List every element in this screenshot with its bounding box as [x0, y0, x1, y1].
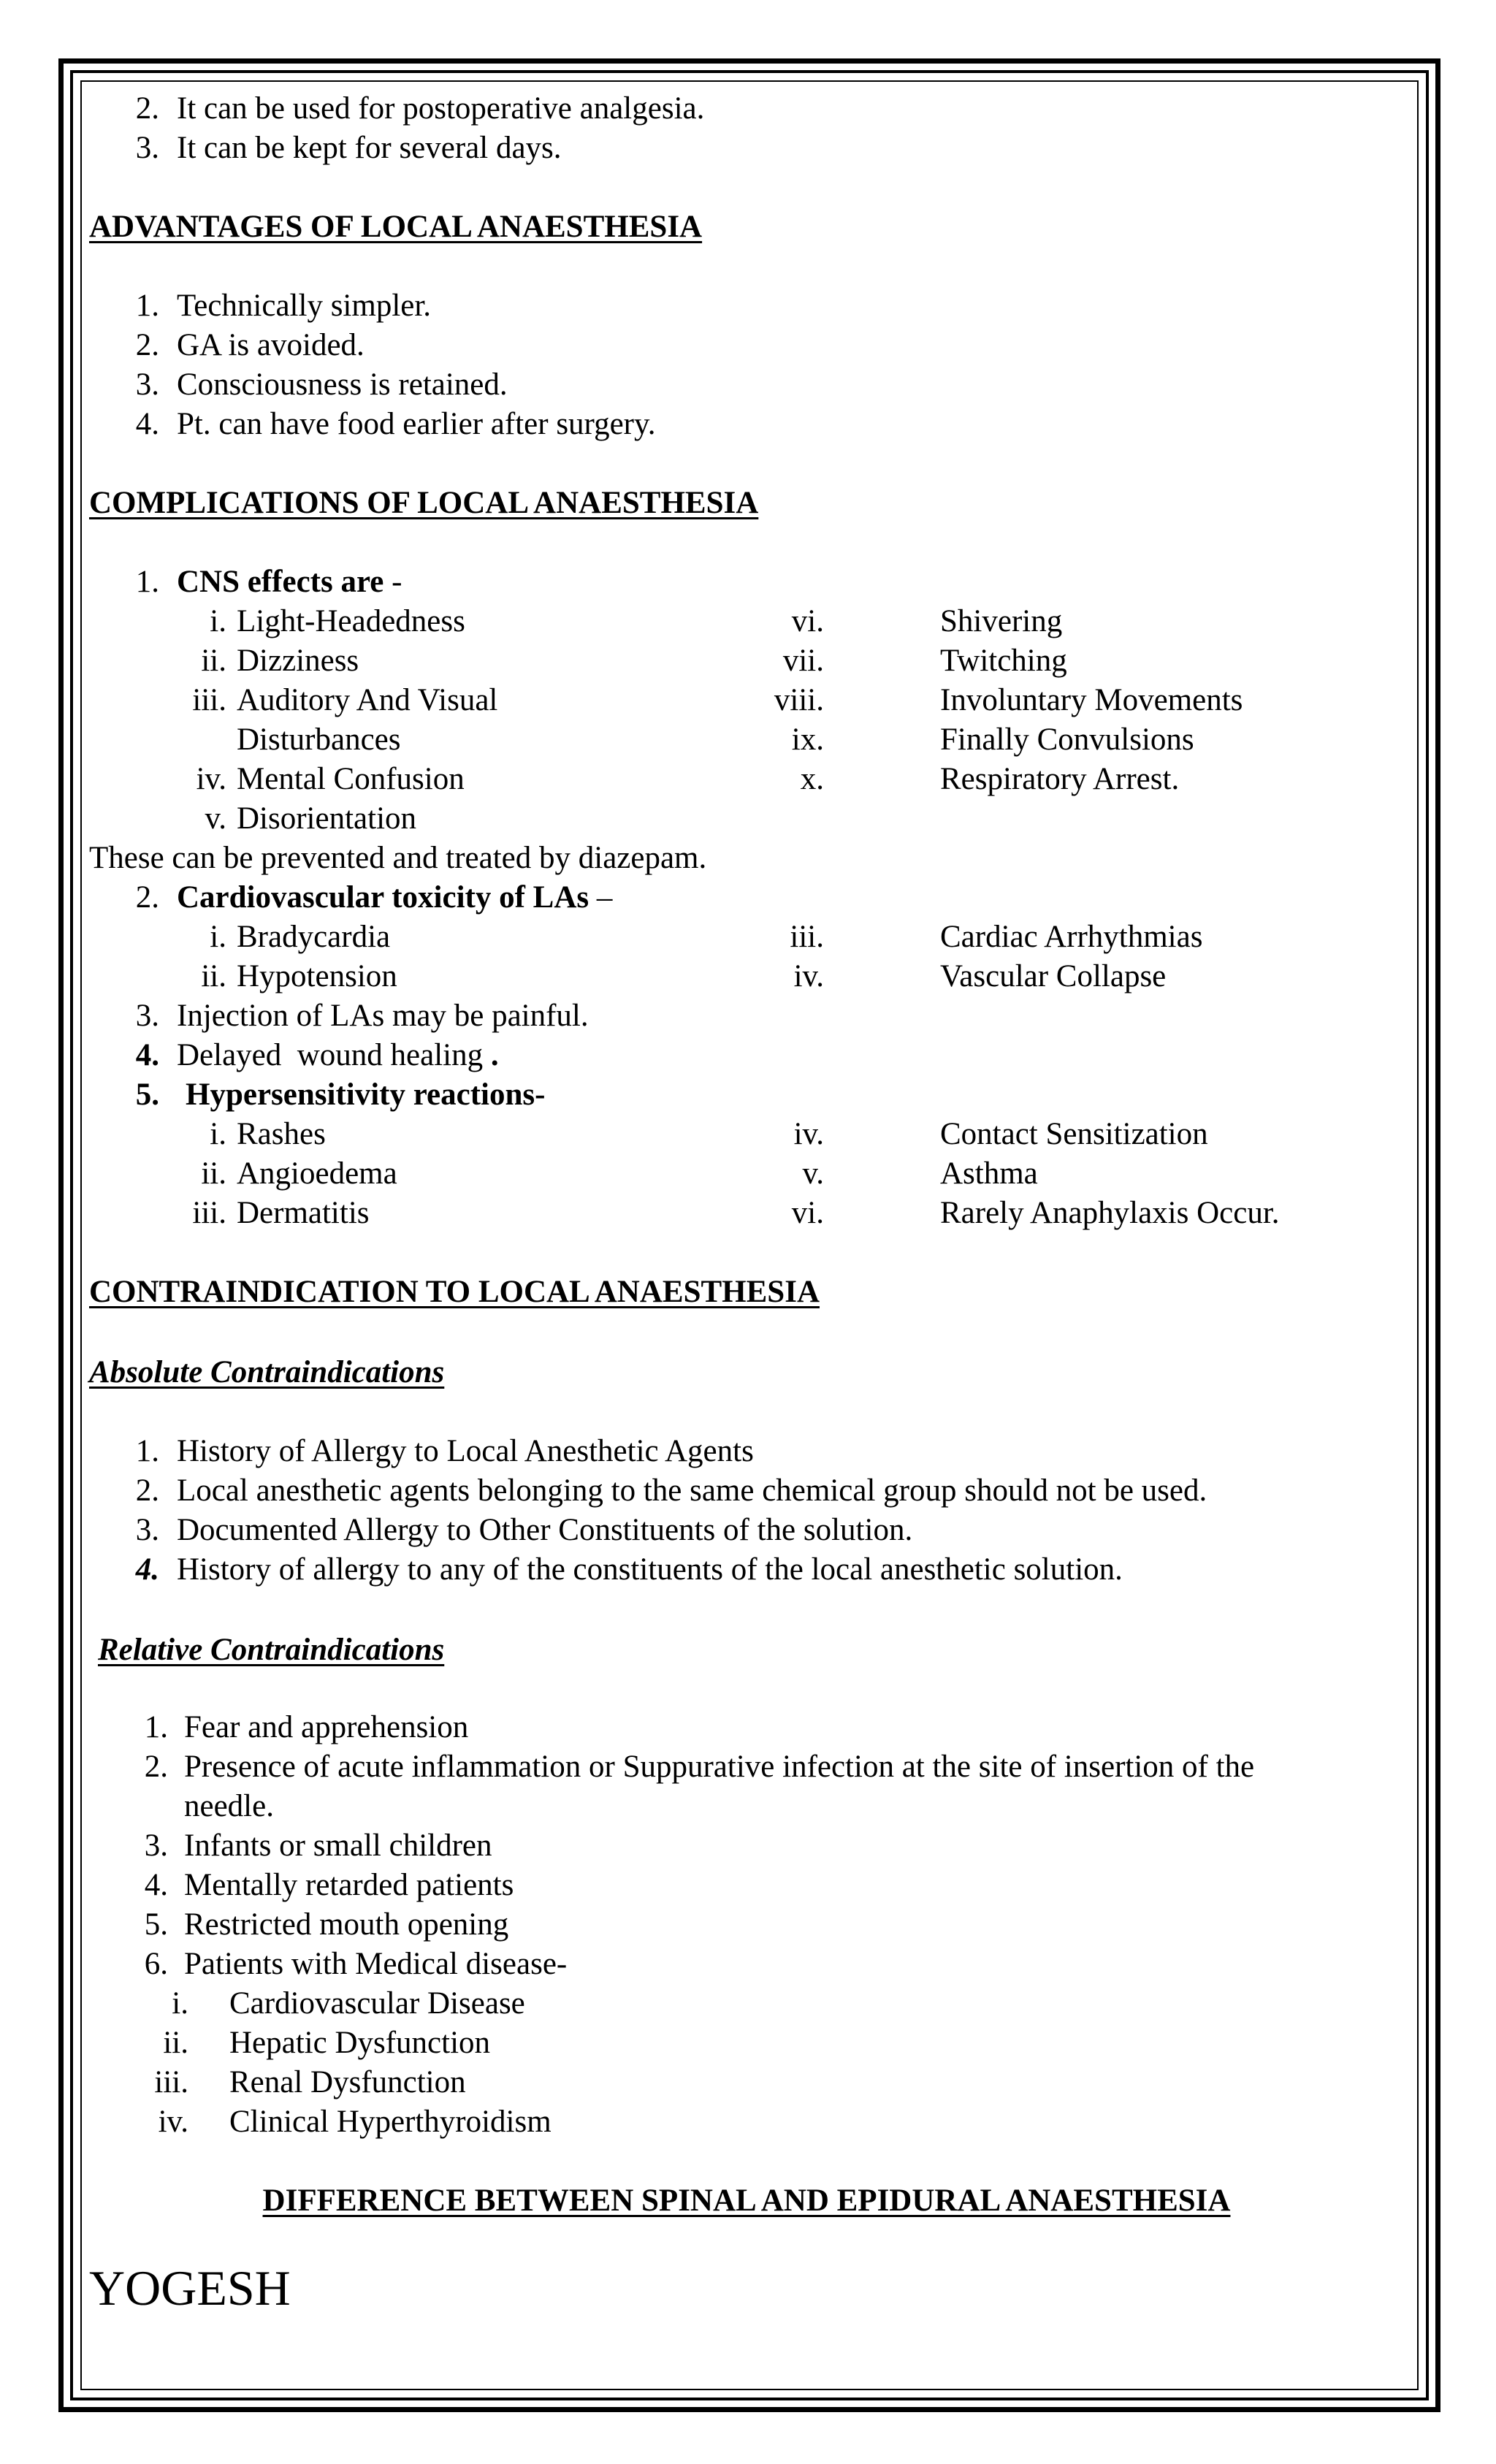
- relative-contraindications-heading: Relative Contraindications: [98, 1633, 445, 1667]
- cns-note: These can be prevented and treated by diazepam.: [89, 841, 707, 875]
- advantages-heading: ADVANTAGES OF LOCAL ANAESTHESIA: [89, 210, 703, 244]
- contraindication-heading: CONTRAINDICATION TO LOCAL ANAESTHESIA: [89, 1275, 820, 1309]
- complications-heading: COMPLICATIONS OF LOCAL ANAESTHESIA: [89, 486, 759, 520]
- author-signature: YOGESH: [89, 2260, 291, 2316]
- absolute-contraindications-heading: Absolute Contraindications: [89, 1355, 445, 1389]
- difference-heading: DIFFERENCE BETWEEN SPINAL AND EPIDURAL ANAESTHESIA: [262, 2183, 1231, 2218]
